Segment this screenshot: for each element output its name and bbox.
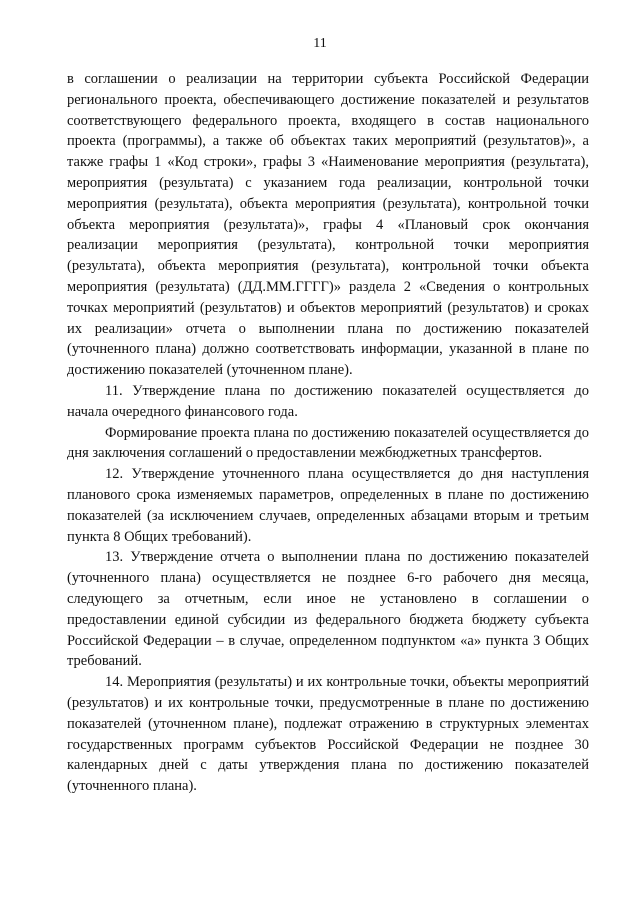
paragraph-draft-formation: Формирование проекта плана по достижению показателей осуществляется до дня заключения соглашений о предоставлении межбюджетных трансфертов. — [67, 424, 589, 462]
paragraph-item-13: 13. Утверждение отчета о выполнении плана по достижению показателей (уточненного плана) осуществляется не позднее 6-го рабочего дня месяца, следующего за отчетным, если иное не установлено в соглашении о предоставлении единой субсидии из федерального бюджета бюджету субъекта Российской Федерации – в случае, определенном подпунктом «а» пункта 3 Общих требований. — [67, 549, 589, 670]
paragraph-item-11: 11. Утверждение плана по достижению показателей осуществляется до начала очередного финансового года. — [67, 382, 589, 420]
paragraph-item-12: 12. Утверждение уточненного плана осуществляется до дня наступления планового срока изменяемых параметров, определенных в плане по достижению показателей (за исключением случаев, определенных абзацами вторым и третьим пункта 8 Общих требований). — [67, 466, 589, 545]
paragraph-item-14: 14. Мероприятия (результаты) и их контрольные точки, объекты мероприятий (результатов) и их контрольные точки, предусмотренные в плане по достижению показателей (уточненном плане), подлежат отражению в структурных элементах государственных программ субъектов Российской Федерации не позднее 30 календарных дней с даты утверждения плана по достижению показателей (уточненного плана). — [67, 674, 589, 795]
page-number: 11 — [313, 36, 327, 51]
document-body — [67, 69, 589, 797]
paragraph-continuation: в соглашении о реализации на территории субъекта Российской Федерации регионального проекта, обеспечивающего достижение показателей и результатов соответствующего федерального проекта, входящего в состав национального проекта (программы), а также об объектах таких мероприятий (результатов)», а также графы 1 «Код строки», графы 3 «Наименование мероприятия (результата), мероприятия (результата) с указанием года реализации, контрольной точки мероприятия (результата), объекта мероприятия (результата), контрольной точки объекта мероприятия (результата)», графы 4 «Плановый срок окончания реализации мероприятия (результата), контрольной точки мероприятия (результата), объекта мероприятия (результата), контрольной точки объекта мероприятия (результата) (ДД.ММ.ГГГГ)» раздела 2 «Сведения о контрольных точках мероприятий (результатов) и объектов мероприятий (результатов) и сроках их реализации» отчета о выполнении плана по достижению показателей (уточненного плана) должно соответствовать информации, указанной в плане по достижению показателей (уточненном плане). — [67, 71, 589, 379]
